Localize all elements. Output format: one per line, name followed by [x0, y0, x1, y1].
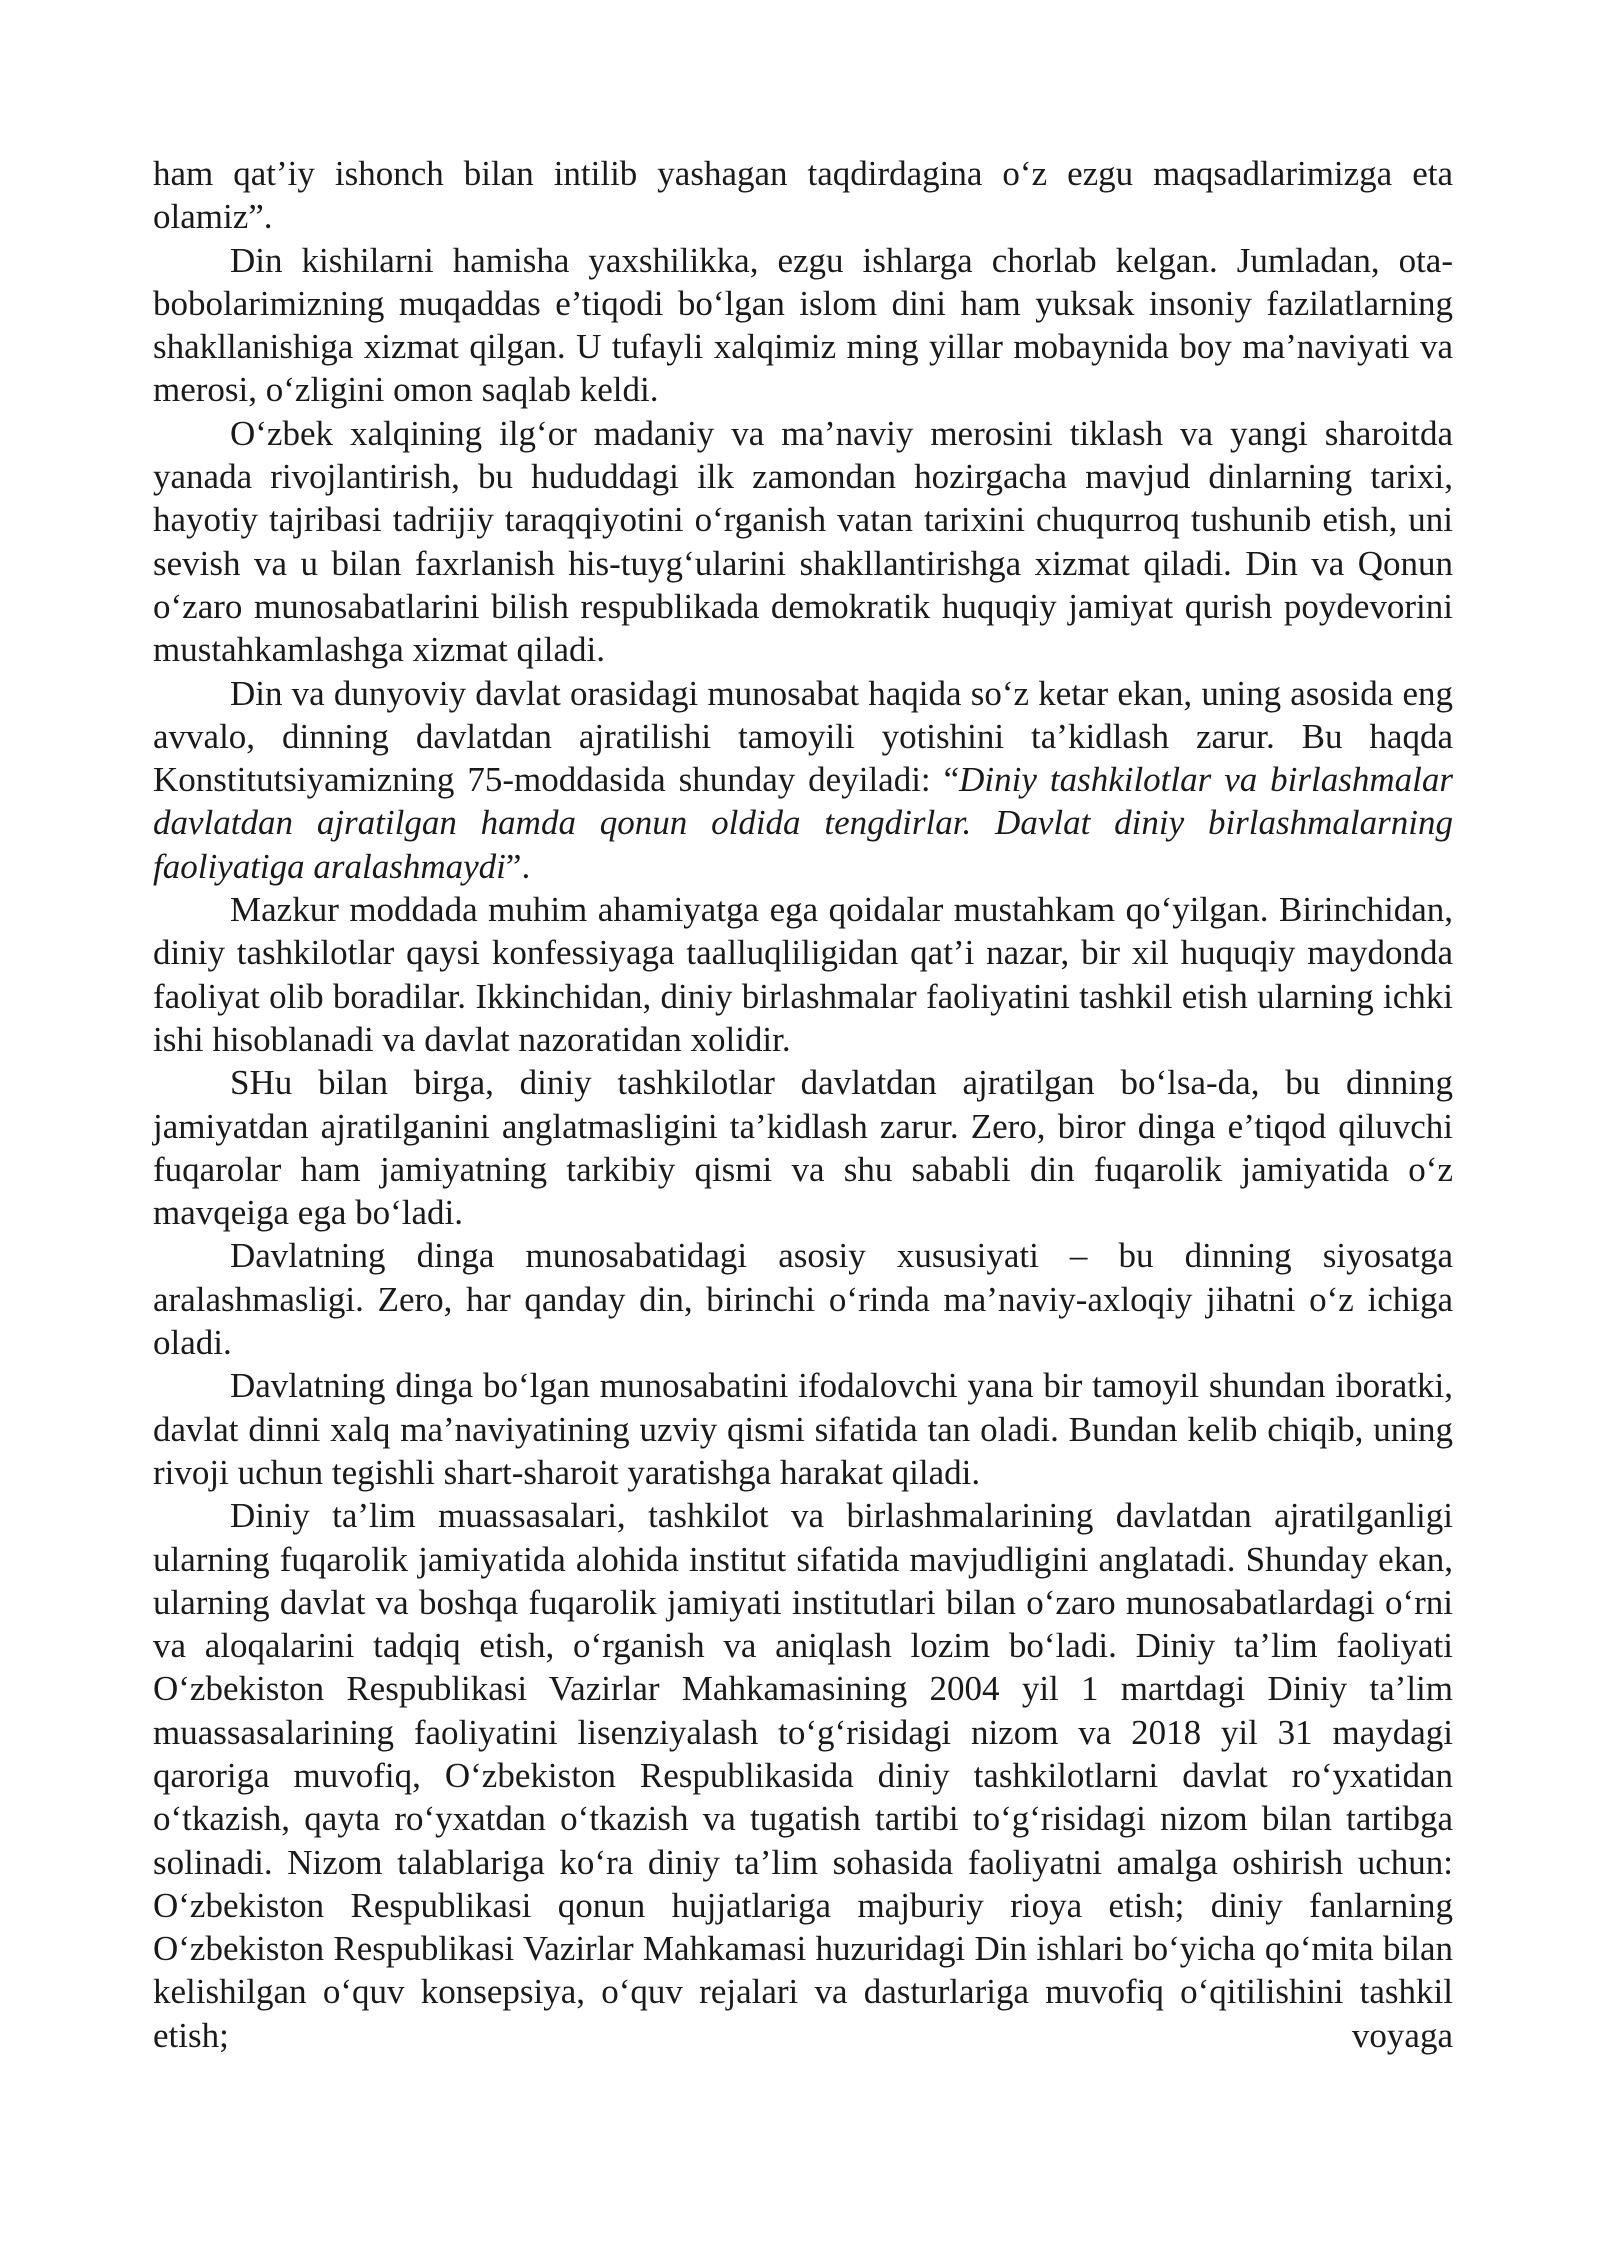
paragraph-article-rules: Mazkur moddada muhim ahamiyatga ega qoidalar mustahkam qo‘yilgan. Birinchidan, diniy tashkilotlar qaysi konfessiyaga taalluqliligidan qat’i nazar, bir xil huquqiy maydonda faoliyat olib boradilar. Ikkinchidan, diniy birlashmalar faoliyatini tashkil etish ularning ichki ishi hisoblanadi va davlat nazoratidan xolidir.: [153, 890, 1453, 1059]
paragraph-continuation: ham qat’iy ishonch bilan intilib yashagan taqdirdagina o‘z ezgu maqsadlarimizga eta olamiz”.: [153, 154, 1453, 237]
paragraph-religious-education: Diniy ta’lim muassasalari, tashkilot va birlashmalarining davlatdan ajratilganligi ularning fuqarolik jamiyatida alohida institut sifatida mavjudligini anglatadi. Shunday ekan, ularning davlat va boshqa fuqarolik jamiyati institutlari bilan o‘zaro munosabatlardagi o‘rni va aloqalarini tadqiq etish, o‘rganish va aniqlash lozim bo‘ladi. Diniy ta’lim faoliyati O‘zbekiston Respublikasi Vazirlar Mahkamasining 2004 yil 1 martdagi Diniy ta’lim muassasalarining faoliyatini lisenziyalash to‘g‘risidagi nizom va 2018 yil 31 maydagi qaroriga muvofiq, O‘zbekiston Respublikasida diniy tashkilotlarni davlat ro‘yxatidan o‘tkazish, qayta ro‘yxatdan o‘tkazish va tugatish tartibi to‘g‘risidagi nizom bilan tartibga solinadi. Nizom talablariga ko‘ra diniy ta’lim sohasida faoliyatni amalga oshirish uchun: O‘zbekiston Respublikasi qonun hujjatlariga majburiy rioya etish; diniy fanlarning O‘zbekiston Respublikasi Vazirlar Mahkamasi huzuridagi Din ishlari bo‘yicha qo‘mita bilan kelishilgan o‘quv konsepsiya, o‘quv rejalari va dasturlariga muvofiq o‘qitilishini tashkil etish; voyaga: [153, 1496, 1453, 2055]
paragraph-heritage: O‘zbek xalqining ilg‘or madaniy va ma’naviy merosini tiklash va yangi sharoitda yanada rivojlantirish, bu hududdagi ilk zamondan hozirgacha mavjud dinlarning tarixi, hayotiy tajribasi tadrijiy taraqqiyotini o‘rganish vatan tarixini chuqurroq tushunib etish, uni sevish va u bilan faxrlanish his-tuyg‘ularini shakllantirishga xizmat qiladi. Din va Qonun o‘zaro munosabatlarini bilish respublikada demokratik huquqiy jamiyat qurish poydevorini mustahkamlashga xizmat qiladi.: [153, 413, 1453, 670]
paragraph-religion-goodness: Din kishilarni hamisha yaxshilikka, ezgu ishlarga chorlab kelgan. Jumladan, ota-bobolarimizning muqaddas e’tiqodi bo‘lgan islom dini ham yuksak insoniy fazilatlarning shakllanishiga xizmat qilgan. U tufayli xalqimiz ming yillar mobaynida boy ma’naviyati va merosi, o‘zligini omon saqlab keldi.: [153, 240, 1453, 410]
paragraph-text-after-quote: ”.: [505, 846, 531, 886]
constitution-quote: Diniy tashkilotlar va birlashmalar davlatdan ajratilgan hamda qonun oldida tengdirlar. Davlat diniy birlashmalarning faoliyatiga aralashmaydi: [153, 760, 1453, 886]
paragraph-spirituality: Davlatning dinga bo‘lgan munosabatini ifodalovchi yana bir tamoyil shundan iboratki, davlat dinni xalq ma’naviyatining uzviy qismi sifatida tan oladi. Bundan kelib chiqib, uning rivoji uchun tegishli shart-sharoit yaratishga harakat qiladi.: [153, 1366, 1453, 1492]
paragraph-politics: Davlatning dinga munosabatidagi asosiy xususiyati – bu dinning siyosatga aralashmasligi. Zero, har qanday din, birinchi o‘rinda ma’naviy-axloqiy jihatni o‘z ichiga oladi.: [153, 1236, 1453, 1363]
paragraph-secular-state: [153, 672, 1453, 888]
paragraph-text-before-quote: Din va dunyoviy davlat orasidagi munosabat haqida so‘z ketar ekan, uning asosida eng avvalo, dinning davlatdan ajratilishi tamoyili yotishini ta’kidlash zarur. Bu haqda Konstitutsiyamizning 75-moddasida shunday deyiladi: “: [153, 673, 1453, 800]
paragraph-society: SHu bilan birga, diniy tashkilotlar davlatdan ajratilgan bo‘lsa-da, bu dinning jamiyatdan ajratilganini anglatmasligini ta’kidlash zarur. Zero, biror dinga e’tiqod qiluvchi fuqarolar ham jamiyatning tarkibiy qismi va shu sababli din fuqarolik jamiyatida o‘z mavqeiga ega bo‘ladi.: [153, 1063, 1453, 1233]
